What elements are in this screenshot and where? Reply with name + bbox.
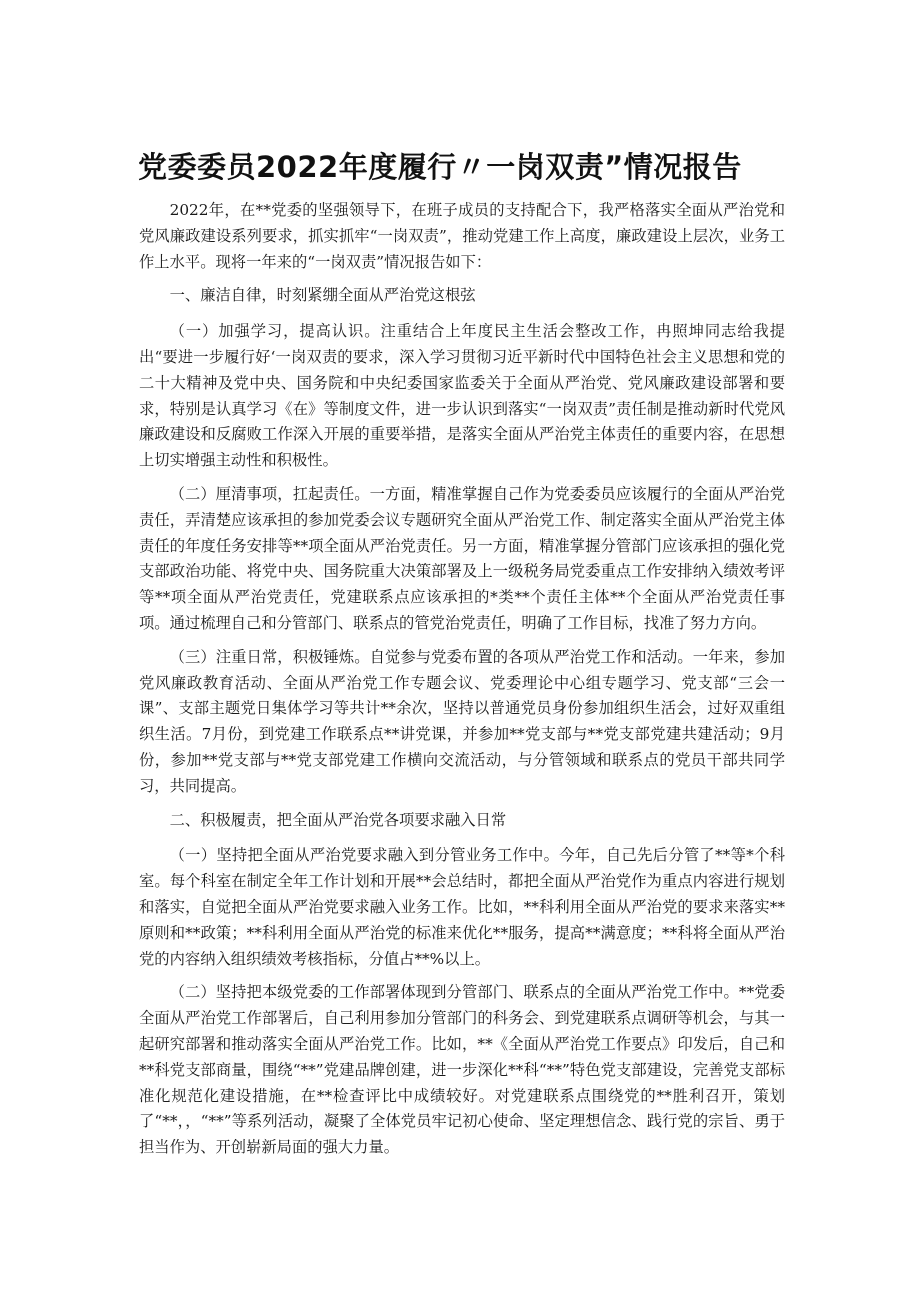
section-heading-2: 二、积极履责，把全面从严治党各项要求融入日常 (169, 810, 507, 829)
body-paragraph: （一）加强学习，提高认识。注重结合上年度民主生活会整改工作，冉照坤同志给我提出“要进一步履行好‘一岗双责的要求，深入学习贯彻习近平新时代中国特色社会主义思想和党的二十大精神及党中央、国务院和中央纪委国家监委关于全面从严治党、党风廉政建设部署和要求，特别是认真学习《在》等制度文件，进一步认识到落实“一岗双责”责任制是推动新时代党风廉政建设和反腐败工作深入开展的重要举措，是落实全面从严治党主体责任的重要内容，在思想上切实增强主动性和积极性。 (139, 322, 785, 470)
document-body (139, 198, 785, 1169)
body-paragraph: （二）厘清事项，扛起责任。一方面，精准掌握自己作为党委委员应该履行的全面从严治党责任，弄清楚应该承担的参加党委会议专题研究全面从严治党工作、制定落实全面从严治党主体责任的年度任务安排等**项全面从严治党责任。另一方面，精准掌握分管部门应该承担的强化党支部政治功能、将党中央、国务院重大决策部署及上一级税务局党委重点工作安排纳入绩效考评等**项全面从严治党责任，党建联系点应该承担的*类**个责任主体**个全面从严治党责任事项。通过梳理自己和分管部门、联系点的管党治党责任，明确了工作目标，找准了努力方向。 (139, 484, 785, 632)
section-heading-1: 一、廉洁自律，时刻紧绷全面从严治党这根弦 (169, 286, 476, 305)
body-paragraph: （二）坚持把本级党委的工作部署体现到分管部门、联系点的全面从严治党工作中。**党委全面从严治党工作部署后，自己利用参加分管部门的科务会、到党建联系点调研等机会，与其一起研究部署和推动落实全面从严治党工作。比如，**《全面从严治党工作要点》印发后，自己和**科党支部商量，围绕“**”党建品牌创建，进一步深化**科“**”特色党支部建设，完善党支部标准化规范化建设措施，在**检查评比中成绩较好。对党建联系点围绕党的**胜利召开，策划了“**，，“**”等系列活动，凝聚了全体党员牢记初心使命、坚定理想信念、践行党的宗旨、勇于担当作为、开创崭新局面的强大力量。 (139, 983, 785, 1157)
body-paragraph: （三）注重日常，积极锤炼。自觉参与党委布置的各项从严治党工作和活动。一年来，参加党风廉政教育活动、全面从严治党工作专题会议、党委理论中心组专题学习、党支部“三会一课”、支部主题党日集体学习等共计**余次，坚持以普通党员身份参加组织生活会，过好双重组织生活。7月份，到党建工作联系点**讲党课，并参加**党支部与**党支部党建共建活动；9月份，参加**党支部与**党支部党建工作横向交流活动，与分管领域和联系点的党员干部共同学习，共同提高。 (139, 647, 785, 795)
intro-paragraph: 2022年，在**党委的坚强领导下，在班子成员的支持配合下，我严格落实全面从严治党和党风廉政建设系列要求，抓实抓牢“一岗双责”，推动党建工作上高度，廉政建设上层次，业务工作上水平。现将一年来的“一岗双责”情况报告如下： (139, 201, 785, 271)
document-title: 党委委员2022年度履行〃一岗双责”情况报告 (138, 150, 742, 184)
body-paragraph: （一）坚持把全面从严治党要求融入到分管业务工作中。今年，自己先后分管了**等*个科室。每个科室在制定全年工作计划和开展**会总结时，都把全面从严治党作为重点内容进行规划和落实，自觉把全面从严治党要求融入业务工作。比如，**科利用全面从严治党的要求来落实**原则和**政策；**科利用全面从严治党的标准来优化**服务，提高**满意度；**科将全面从严治党的内容纳入组织绩效考核指标，分值占**%以上。 (139, 846, 785, 968)
